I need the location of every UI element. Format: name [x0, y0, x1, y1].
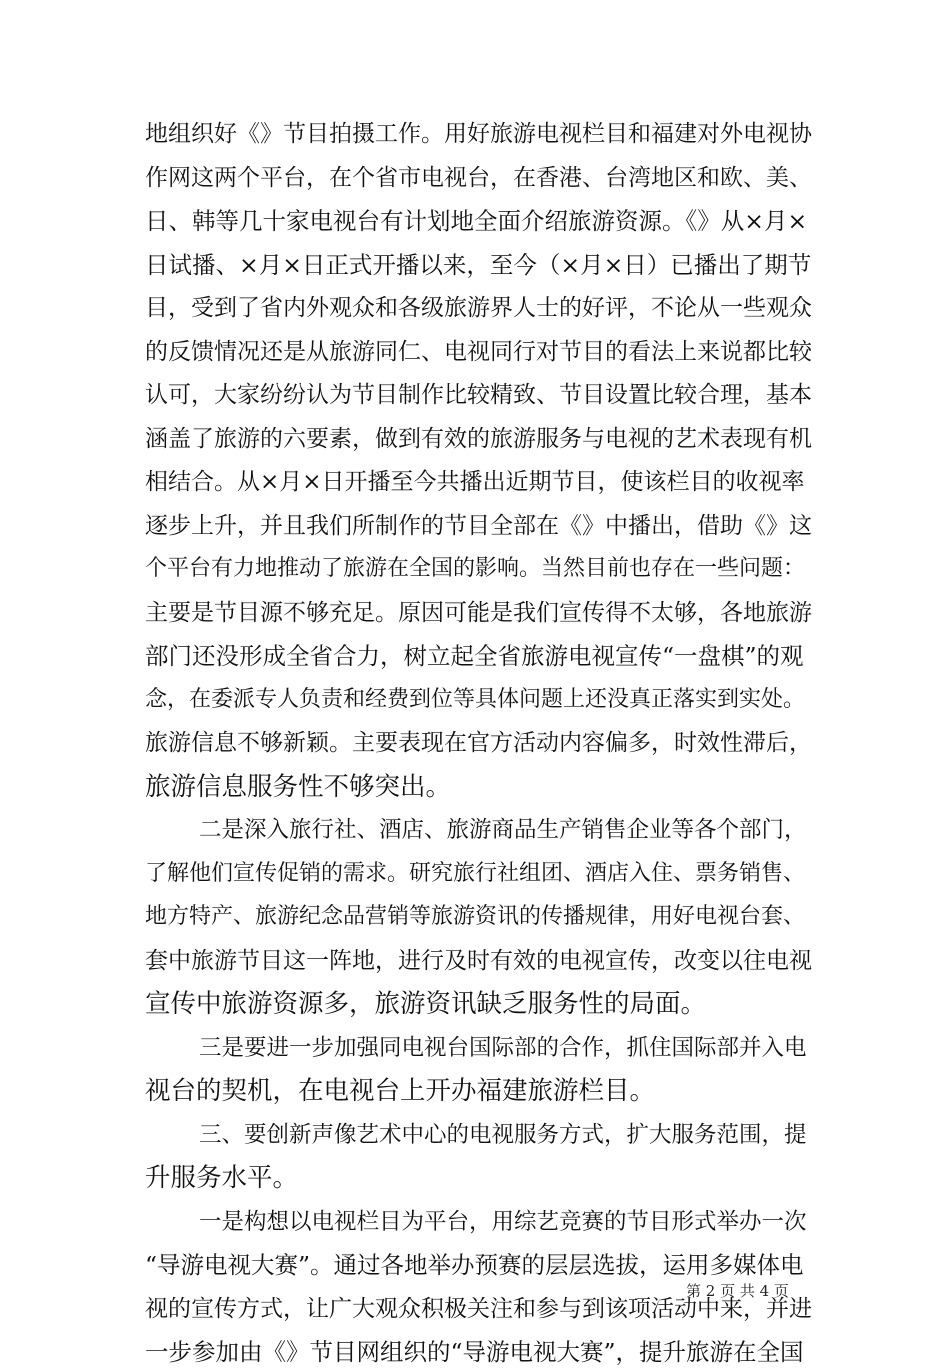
text-line: 主要是节目源不够充足。原因可能是我们宣传得不太够，各地旅游	[145, 599, 812, 626]
text-line: 个平台有力地推动了旅游在全国的影响。当然目前也存在一些问题：	[145, 556, 806, 581]
paragraph-first-line: 三、要创新声像艺术中心的电视服务方式，扩大服务范围，提	[199, 1121, 807, 1148]
text-line: 日、韩等几十家电视台有计划地全面介绍旅游资源。《》从×月×	[145, 207, 808, 235]
text-line: 套中旅游节目这一阵地，进行及时有效的电视宣传，改变以往电视	[145, 947, 812, 974]
text-line: 宣传中旅游资源多，旅游资讯缺乏服务性的局面。	[145, 989, 707, 1019]
text-line: 了解他们宣传促销的需求。研究旅行社组团、酒店入住、票务销售、	[145, 860, 806, 886]
text-line: 日试播、×月×日正式开播以来，至今（×月×日）已播出了期节	[145, 250, 812, 279]
text-line: 作网这两个平台，在个省市电视台，在香港、台湾地区和欧、美、	[145, 164, 812, 191]
text-line: 一步参加由《》节目网组织的“导游电视大赛”，提升旅游在全国	[145, 1338, 804, 1366]
paragraph-first-line: 三是要进一步加强同电视台国际部的合作，抓住国际部并入电	[199, 1034, 807, 1061]
text-line: 认可，大家纷纷认为节目制作比较精致、节目设置比较合理，基本	[145, 382, 812, 408]
text-line: 旅游信息服务性不够突出。	[145, 771, 452, 802]
paragraph-first-line: 一是构想以电视栏目为平台，用综艺竞赛的节目形式举办一次	[199, 1208, 807, 1235]
text-line: 的反馈情况还是从旅游同仁、电视同行对节目的看法上来说都比较	[145, 338, 812, 365]
text-line: 相结合。从×月×日开播至今共播出近期节目，使该栏目的收视率	[145, 469, 805, 495]
text-line: 部门还没形成全省合力，树立起全省旅游电视宣传“一盘棋”的观	[145, 642, 804, 670]
text-line: “导游电视大赛”。通过各地举办预赛的层层选拔，运用多媒体电	[145, 1251, 804, 1279]
text-line: 涵盖了旅游的六要素，做到有效的旅游服务与电视的艺术表现有机	[145, 425, 812, 452]
text-line: 地方特产、旅游纪念品营销等旅游资讯的传播规律，用好电视台套、	[145, 904, 806, 929]
paragraph-first-line: 二是深入旅行社、酒店、旅游商品生产销售企业等各个部门，	[199, 817, 807, 843]
text-line: 旅游信息不够新颖。主要表现在官方活动内容偏多，时效性滞后，	[145, 730, 812, 756]
page-number: 第 2 页 共 4 页	[686, 1282, 789, 1300]
text-line: 视台的契机，在电视台上开办福建旅游栏目。	[145, 1076, 656, 1106]
text-line: 地组织好《》节目拍摄工作。用好旅游电视栏目和福建对外电视协	[145, 121, 812, 147]
text-line: 目，受到了省内外观众和各级旅游界人士的好评，不论从一些观众	[145, 295, 812, 321]
text-line: 逐步上升，并且我们所制作的节目全部在《》中播出，借助《》这	[145, 512, 812, 539]
text-line: 视的宣传方式，让广大观众积极关注和参与到该项活动中来，并进	[145, 1295, 812, 1322]
text-line: 升服务水平。	[145, 1163, 299, 1193]
text-line: 念，在委派专人负责和经费到位等具体问题上还没真正落实到实处。	[145, 686, 806, 712]
